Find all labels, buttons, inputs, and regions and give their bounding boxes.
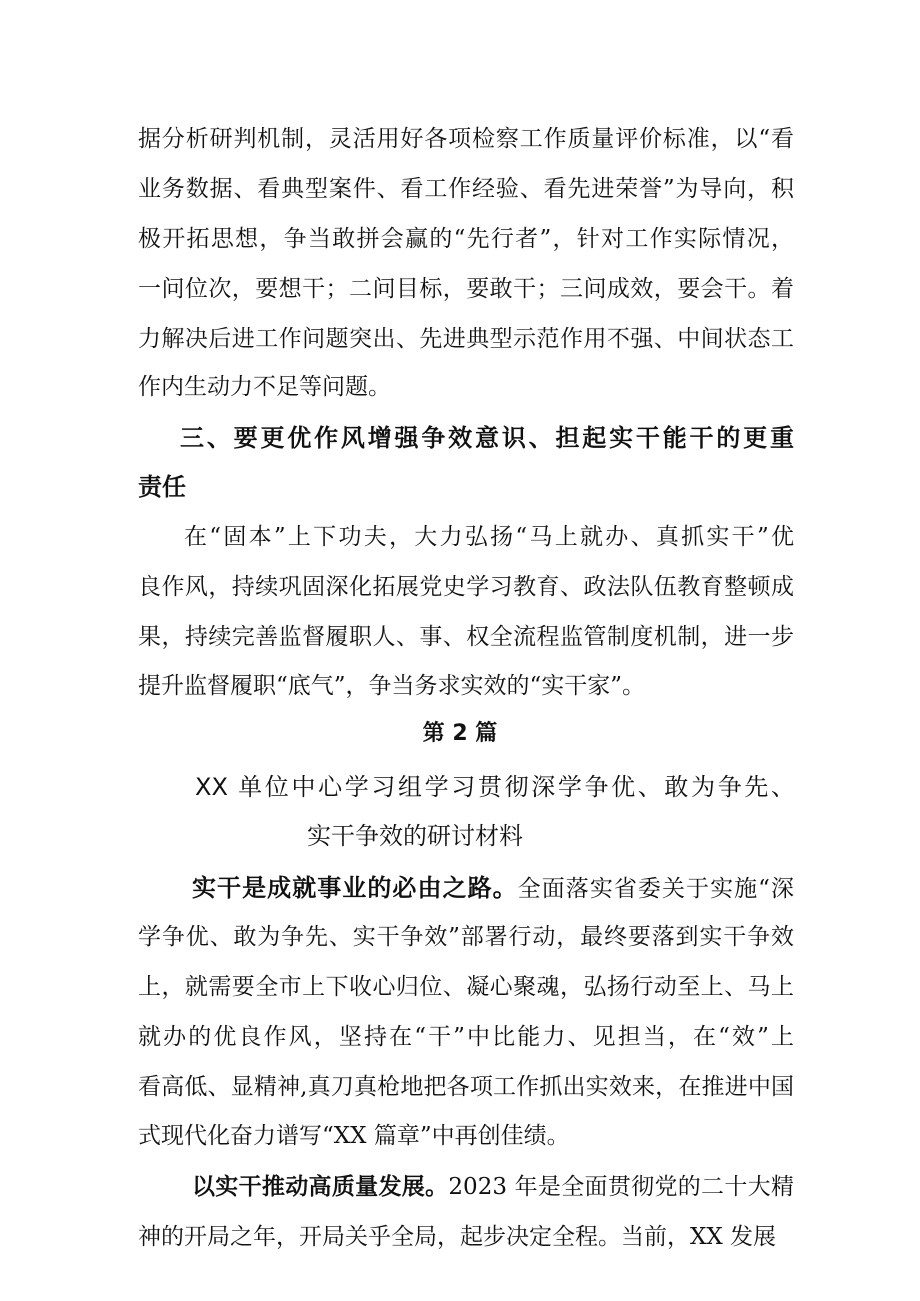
body-text-line: 业务数据、看典型案件、看工作经验、看先进荣誉”为导向，积: [138, 176, 794, 202]
body-text-line: 神的开局之年，开局关乎全局，起步决定全程。当前，XX 发展: [138, 1224, 777, 1250]
body-text-line: 果，持续完善监督履职人、事、权全流程监管制度机制，进一步: [138, 624, 794, 650]
body-text-line: 看高低、显精神,真刀真枪地把各项工作抓出实效来，在推进中国: [138, 1074, 794, 1100]
body-text-line: 提升监督履职“底气”，争当务求实效的“实干家”。: [138, 673, 646, 699]
body-text-line: 在“固本”上下功夫，大力弘扬“马上就办、真抓实干”优: [184, 524, 794, 550]
body-text-line: 就办的优良作风，坚持在“干”中比能力、见担当，在“效”上: [138, 1024, 794, 1050]
document-title: XX 单位中心学习组学习贯彻深学争优、敢为争先、: [195, 773, 795, 801]
body-text-line: 作内生动力不足等问题。: [138, 374, 391, 400]
section-heading: 责任: [138, 473, 186, 501]
document-title: 实干争效的研讨材料: [307, 822, 523, 850]
paragraph-first-line: [192, 868, 794, 903]
paragraph-first-line-rest: 全面落实省委关于实施“深: [517, 876, 794, 902]
body-text-line: 上，就需要全市上下收心归位、凝心聚魂，弘扬行动至上、马上: [138, 974, 794, 1000]
body-text-line: 一问位次，要想干；二问目标，要敢干；三问成效，要会干。着: [138, 276, 794, 302]
paragraph-lead: 实干是成就事业的必由之路。: [192, 874, 518, 902]
body-text-line: 极开拓思想，争当敢拼会赢的“先行者”，针对工作实际情况，: [138, 226, 794, 252]
paragraph-first-line-rest: 2023 年是全面贯彻党的二十大精: [448, 1174, 794, 1200]
paragraph-lead: 以实干推动高质量发展。: [192, 1174, 449, 1200]
paragraph-first-line: [192, 1168, 794, 1201]
section-heading: 三、要更优作风增强争效意识、担起实干能干的更重: [180, 424, 794, 452]
body-text-line: 据分析研判机制，灵活用好各项检察工作质量评价标准，以“看: [138, 126, 794, 152]
body-text-line: 学争优、敢为争先、实干争效”部署行动，最终要落到实干争效: [138, 924, 794, 950]
body-text-line: 良作风，持续巩固深化拓展党史学习教育、政法队伍教育整顿成: [138, 574, 794, 600]
body-text-line: 力解决后进工作问题突出、先进典型示范作用不强、中间状态工: [138, 326, 794, 352]
chapter-label: 第 2 篇: [422, 721, 498, 746]
body-text-line: 式现代化奋力谱写“XX 篇章”中再创佳绩。: [138, 1123, 570, 1149]
